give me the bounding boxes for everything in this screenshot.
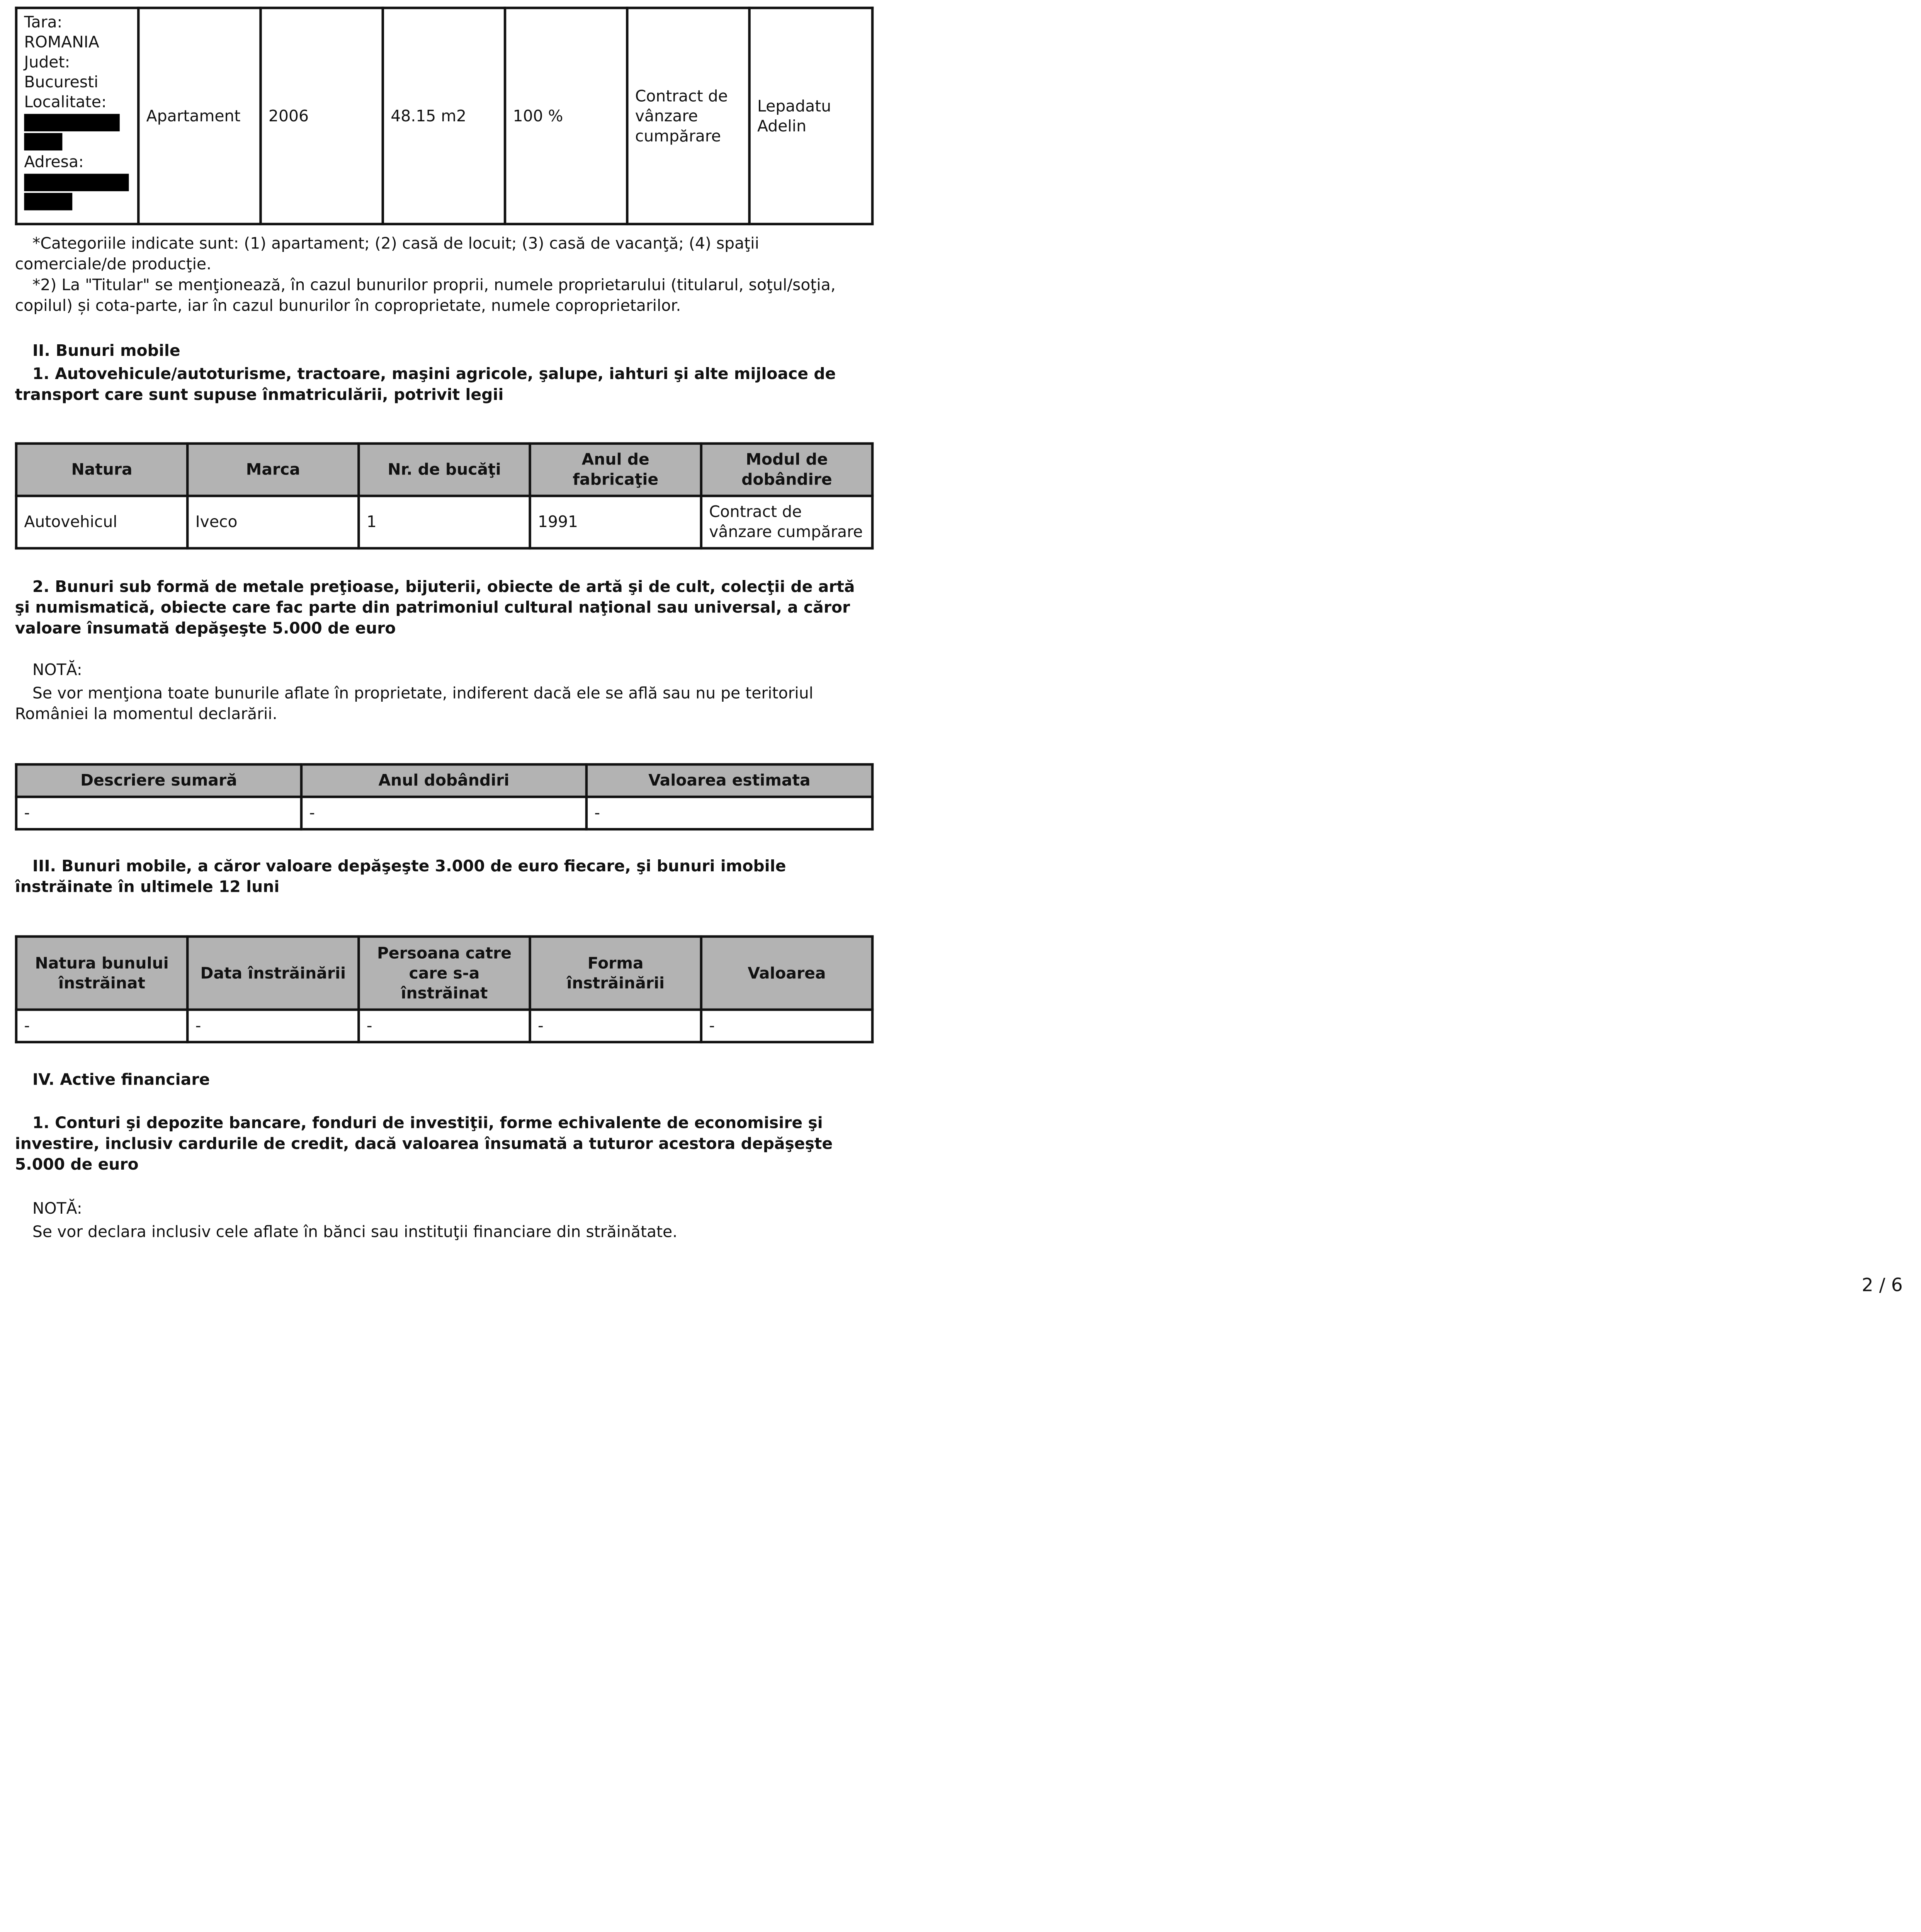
table-cell: Iveco bbox=[187, 496, 359, 548]
table-header-row bbox=[16, 444, 872, 496]
cota-cell: 100 % bbox=[505, 8, 627, 224]
section-ii bbox=[15, 341, 871, 406]
table-header-row bbox=[16, 937, 872, 1010]
section-title: II. Bunuri mobile bbox=[32, 342, 180, 360]
valuables-table bbox=[15, 763, 874, 830]
mod-dobandire-cell: Contract de vânzare cumpărare bbox=[627, 8, 749, 224]
redaction-bar bbox=[24, 133, 62, 150]
nota-label: NOTĂ: bbox=[32, 1199, 82, 1218]
location-cell bbox=[16, 8, 138, 224]
alienated-table bbox=[15, 935, 874, 1043]
redaction-bar bbox=[24, 114, 119, 131]
header-cell: Anul de fabricaţie bbox=[530, 444, 701, 496]
header-cell: Modul de dobândire bbox=[701, 444, 872, 496]
titular-cell: Lepadatu Adelin bbox=[750, 8, 872, 224]
header-cell: Data înstrăinării bbox=[187, 937, 359, 1010]
subsection-title: 1. Autovehicule/autoturisme, tractoare, maşini agricole, şalupe, iahturi şi alte mijloace de transport care sunt supuse înmatriculării, potrivit legii bbox=[15, 365, 836, 404]
section-title: IV. Active financiare bbox=[32, 1071, 210, 1089]
categorie-cell: Apartament bbox=[138, 8, 260, 224]
tara-value: ROMANIA bbox=[24, 33, 99, 52]
page-number: 2 / 6 bbox=[1862, 1275, 1903, 1296]
header-cell: Valoarea bbox=[701, 937, 872, 1010]
footnotes bbox=[15, 234, 871, 317]
table-cell: - bbox=[530, 1010, 701, 1042]
table-cell: - bbox=[187, 1010, 359, 1042]
vehicles-table bbox=[15, 442, 874, 550]
table-row bbox=[16, 797, 872, 829]
nota-label: NOTĂ: bbox=[32, 661, 82, 679]
redaction-bar bbox=[24, 174, 129, 191]
nota-text: Se vor declara inclusiv cele aflate în bănci sau instituţii financiare din străinătate. bbox=[32, 1223, 678, 1242]
valuables-section bbox=[15, 763, 871, 830]
table-cell: Autovehicul bbox=[16, 496, 187, 548]
table-cell: - bbox=[701, 1010, 872, 1042]
redaction-bar bbox=[24, 193, 72, 210]
table-cell: Contract de vânzare cumpărare bbox=[701, 496, 872, 548]
section-iii bbox=[15, 856, 871, 898]
header-cell: Natura bbox=[16, 444, 187, 496]
anul-cell: 2006 bbox=[260, 8, 382, 224]
header-cell: Marca bbox=[187, 444, 359, 496]
header-cell: Forma înstrăinării bbox=[530, 937, 701, 1010]
table-row bbox=[16, 496, 872, 548]
tara-label: Tara: bbox=[24, 13, 63, 32]
header-cell: Descriere sumară bbox=[16, 764, 301, 797]
vehicles-section bbox=[15, 442, 871, 550]
judet-label: Judet: bbox=[24, 53, 70, 72]
localitate-label: Localitate: bbox=[24, 93, 107, 112]
subsection-title: 1. Conturi şi depozite bancare, fonduri de investiţii, forme echivalente de economisire şi investire, inclusiv cardurile de credit, dacă valoarea însumată a tuturor acestora depăşeşte 5.000 de euro bbox=[15, 1114, 833, 1174]
real-estate-table bbox=[15, 7, 874, 225]
header-cell: Valoarea estimata bbox=[586, 764, 872, 797]
judet-value: Bucuresti bbox=[24, 73, 99, 92]
alienated-section bbox=[15, 935, 871, 1043]
table-cell: - bbox=[16, 1010, 187, 1042]
table-cell: - bbox=[359, 1010, 530, 1042]
subsection-title: 2. Bunuri sub formă de metale preţioase, bijuterii, obiecte de artă şi de cult, colecţii de artă şi numismatică, obiecte care fac parte din patrimoniul cultural naţional sau universal, a căror valoare însumată depăşeşte 5.000 de euro bbox=[15, 578, 855, 638]
table-cell: 1991 bbox=[530, 496, 701, 548]
table-header-row bbox=[16, 764, 872, 797]
section-title: III. Bunuri mobile, a căror valoare depăşeşte 3.000 de euro fiecare, şi bunuri imobile înstrăinate în ultimele 12 luni bbox=[15, 857, 786, 896]
table-cell: - bbox=[16, 797, 301, 829]
table-cell: 1 bbox=[359, 496, 530, 548]
header-cell: Anul dobândiri bbox=[301, 764, 586, 797]
table-row bbox=[16, 1010, 872, 1042]
suprafata-cell: 48.15 m2 bbox=[383, 8, 505, 224]
nota-text: Se vor menţiona toate bunurile aflate în proprietate, indiferent dacă ele se află sau nu pe teritoriul României la momentul declarării. bbox=[15, 684, 814, 723]
header-cell: Nr. de bucăţi bbox=[359, 444, 530, 496]
header-cell: Persoana catre care s-a înstrăinat bbox=[359, 937, 530, 1010]
header-cell: Natura bunului înstrăinat bbox=[16, 937, 187, 1010]
table-cell: - bbox=[301, 797, 586, 829]
valuables-intro bbox=[15, 577, 871, 725]
adresa-label: Adresa: bbox=[24, 153, 84, 172]
table-row bbox=[16, 8, 872, 224]
table-cell: - bbox=[586, 797, 872, 829]
section-iv bbox=[15, 1070, 871, 1243]
real-estate-section bbox=[15, 7, 871, 225]
titular-note: *2) La "Titular" se menţionează, în cazul bunurilor proprii, numele proprietarului (titularul, soţul/soţia, copilul) și cota-parte, iar în cazul bunurilor în coproprietate, numele coproprietarilor. bbox=[15, 276, 836, 315]
categorii-note: *Categoriile indicate sunt: (1) apartament; (2) casă de locuit; (3) casă de vacanţă; (4) spaţii comerciale/de producţie. bbox=[15, 234, 759, 274]
